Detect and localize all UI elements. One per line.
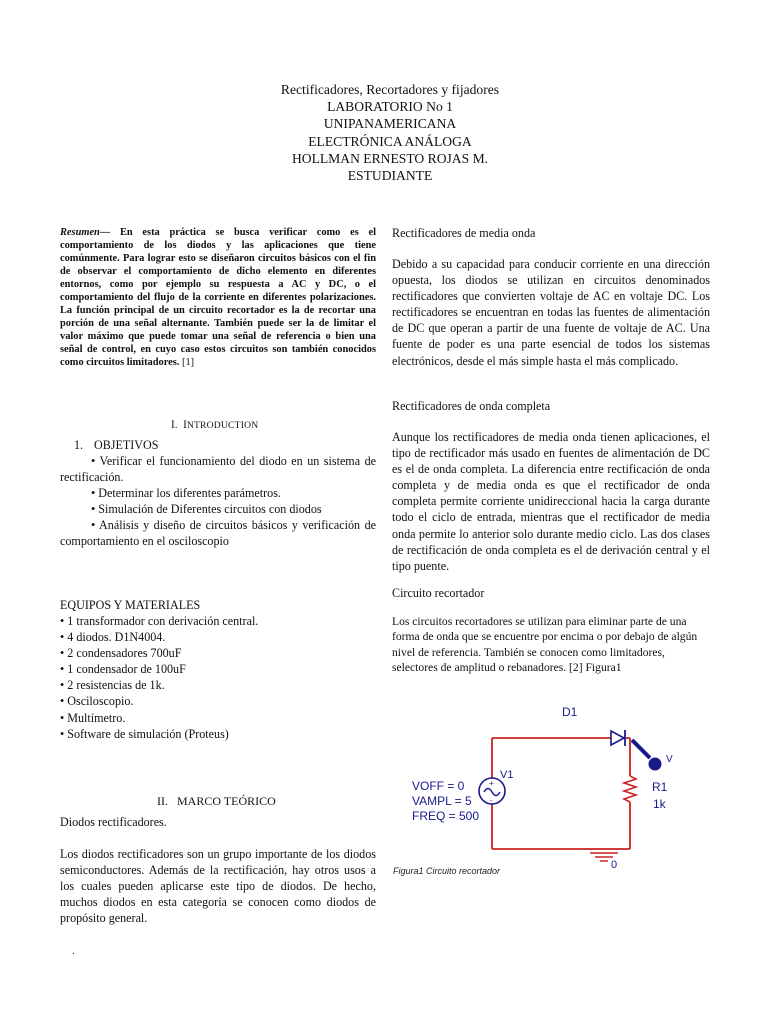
voltage-probe-icon bbox=[632, 740, 662, 771]
abstract-body: En esta práctica se busca verificar como es el comportamiento de los diodos y las aplicaciones que tiene comúnmente. Para lograr esto se diseñaron circuitos básicos con el fin de observar el comportamiento de dicho elemento en diferentes entornos, como por ejemplo su respuesta a AC y DC, o el comportamiento del flujo de la corriente en diferentes polarizaciones. La función principal de un circuito recortador es la de recortar una porción de una señal alternante. También puede ser la de limitar el valor máximo que puede tomar una señal de referencia o bien una señal de control, en cuyo caso estos circuitos son también conocidos como circuitos limitadores. bbox=[60, 227, 376, 368]
equipo-item: • 4 diodos. D1N4004. bbox=[60, 630, 166, 645]
ac-source-icon bbox=[479, 778, 505, 805]
recortador-heading: Circuito recortador bbox=[392, 586, 485, 600]
objetivo-item: • Análisis y diseño de circuitos básicos y verificación de comportamiento en el osciloscopio bbox=[60, 518, 376, 549]
equipo-item: • 1 transformador con derivación central. bbox=[60, 614, 259, 628]
abstract-lead: Resumen— bbox=[60, 227, 111, 238]
onda-completa-heading: Rectificadores de onda completa bbox=[392, 399, 551, 413]
probe-label: V bbox=[666, 754, 673, 765]
media-onda-heading: Rectificadores de media onda bbox=[392, 226, 536, 240]
objetivo-item: • Simulación de Diferentes circuitos con diodos bbox=[91, 502, 322, 517]
objetivos-heading: OBJETIVOS bbox=[94, 438, 159, 452]
equipos-list bbox=[60, 613, 258, 742]
course: ELECTRÓNICA ANÁLOGA bbox=[308, 133, 472, 149]
svg-text:+: + bbox=[489, 779, 494, 788]
institution: UNIPANAMERICANA bbox=[323, 116, 457, 132]
abstract bbox=[60, 226, 376, 369]
objetivos-number: 1. bbox=[74, 438, 84, 452]
source-voff: VOFF = 0 bbox=[412, 779, 465, 793]
section-1-numeral: I. bbox=[171, 419, 178, 431]
section-2-heading: II. MARCO TEÓRICO bbox=[157, 794, 276, 808]
author-role: ESTUDIANTE bbox=[347, 168, 433, 184]
author-name: HOLLMAN ERNESTO ROJAS M. bbox=[291, 150, 489, 166]
equipos-heading: EQUIPOS Y MATERIALES bbox=[60, 598, 201, 612]
equipo-item: • 2 condensadores 700uF bbox=[60, 646, 182, 661]
lab-number: LABORATORIO No 1 bbox=[327, 99, 453, 115]
figure-caption: Figura1 Circuito recortador bbox=[393, 866, 501, 876]
objetivo-item: • Verificar el funcionamiento del diodo en un sistema de rectificación. bbox=[60, 454, 376, 485]
onda-completa-paragraph: Aunque los rectificadores de media onda tienen aplicaciones, el tipo de rectificador más usado en fuentes de alimentación de DC es el de onda completa. La diferencia entre rectificación de onda completa y de media onda es que el rectificador de onda completa permite corriente unidireccional hacia la carga durante todo el ciclo de entrada, mientras que el rectificador de media onda permite lo anterior solo durante medio ciclo. Las dos clases de rectificación de onda completa es el de derivación central y el tipo puente. bbox=[392, 430, 710, 573]
abstract-reference: [1] bbox=[179, 357, 195, 368]
diode-d1-symbol bbox=[611, 730, 625, 746]
media-onda-paragraph: Debido a su capacidad para conducir corriente en una dirección opuesta, los diodos se utilizan en circuitos denominados rectificadores que convierten voltaje de AC en voltaje DC. Los rectificadores se encuentran en todas las fuentes de alimentación de DC que operan a partir de una fuente de voltaje de AC. Una fuente de poder es una parte esencial de todos los sistemas electrónicos, desde el más simple hasta el más complicado. bbox=[392, 257, 710, 368]
resistor-r1-symbol bbox=[624, 776, 636, 802]
resistor-value: 1k bbox=[653, 797, 666, 811]
footer-mark: . bbox=[72, 946, 75, 957]
source-label: V1 bbox=[500, 769, 514, 781]
section-1-rest: NTRODUCTION bbox=[186, 420, 259, 431]
recortador-paragraph: Los circuitos recortadores se utilizan para eliminar parte de una forma de onda que se encuentre por encima o por debajo de algún nivel de referencia. También se conocen como limitadores, selectores de amplitud o rebanadores. [2] Figura1 bbox=[392, 615, 698, 675]
paper-title: Rectificadores, Recortadores y fijadores bbox=[280, 82, 500, 97]
clipper-circuit-figure bbox=[400, 698, 730, 868]
diode-label: D1 bbox=[562, 705, 578, 719]
ground-label: 0 bbox=[611, 859, 618, 868]
objetivo-item: • Determinar los diferentes parámetros. bbox=[91, 486, 281, 501]
svg-text:-: - bbox=[490, 796, 493, 805]
objetivos-list bbox=[60, 453, 376, 550]
equipo-item: • Software de simulación (Proteus) bbox=[60, 726, 229, 741]
equipo-item: • 2 resistencias de 1k. bbox=[60, 678, 165, 693]
equipo-item: • Osciloscopio. bbox=[60, 694, 134, 709]
source-vampl: VAMPL = 5 bbox=[412, 794, 472, 808]
equipo-item: • Multímetro. bbox=[60, 710, 126, 725]
section-2-paragraph: Los diodos rectificadores son un grupo importante de los diodos semiconductores. Además de la rectificación, hay otros usos a los cuales pueden aplicarse este tipo de diodos. De hecho, muchos diodos en esta categoría se conocen como diodos de propósito general. bbox=[60, 847, 376, 926]
equipo-item: • 1 condensador de 100uF bbox=[60, 662, 186, 677]
source-freq: FREQ = 500 bbox=[412, 809, 480, 823]
title-block bbox=[0, 81, 768, 184]
section-2-subheading: Diodos rectificadores. bbox=[60, 815, 167, 829]
resistor-label: R1 bbox=[652, 780, 668, 794]
section-1-heading bbox=[171, 419, 258, 431]
section-1-first-letter: I bbox=[183, 419, 187, 431]
